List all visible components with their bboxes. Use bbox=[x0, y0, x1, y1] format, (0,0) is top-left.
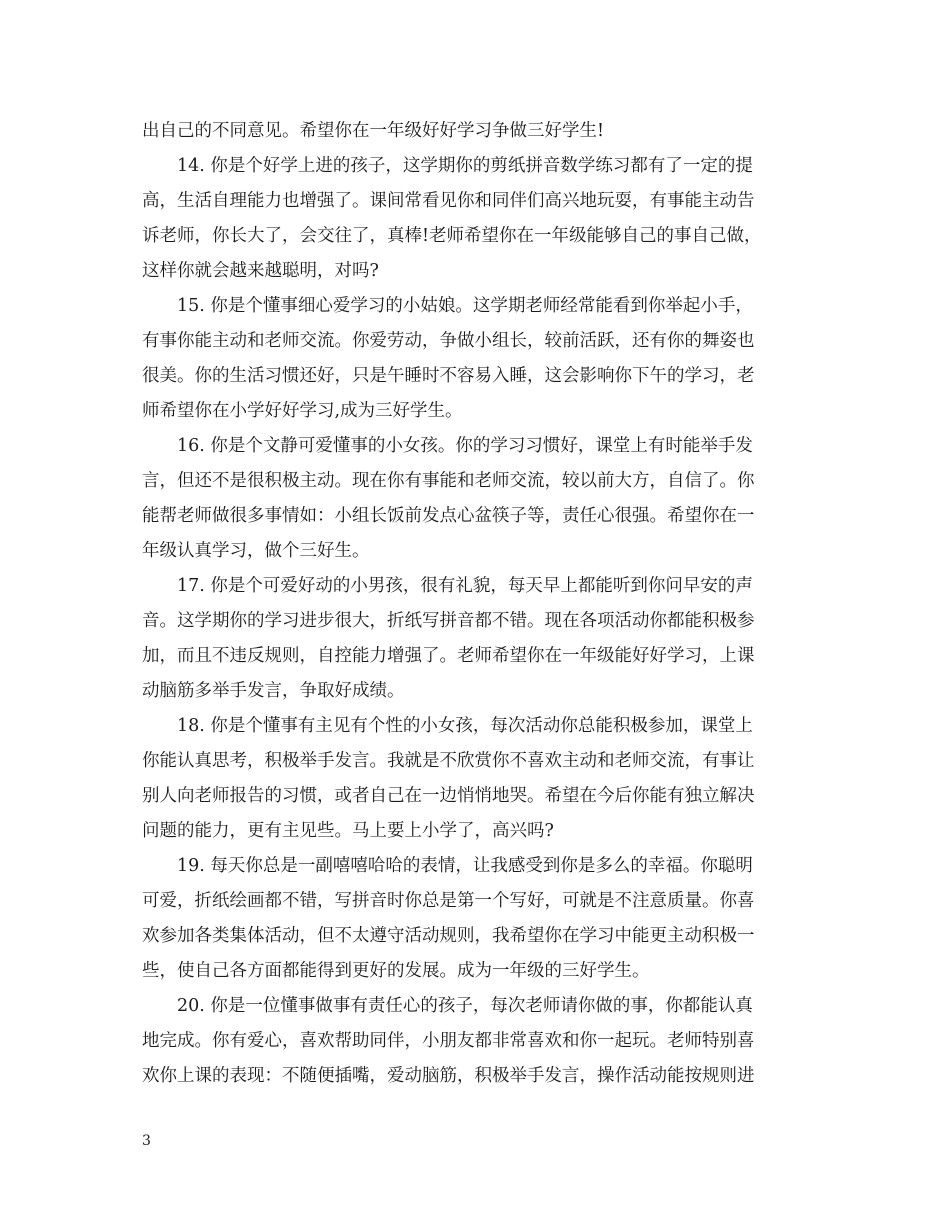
paragraph-19-line: 19. 每天你总是一副嘻嘻哈哈的表情，让我感受到你是多么的幸福。你聪明 bbox=[177, 856, 753, 876]
document-body bbox=[142, 114, 818, 1094]
text-line: 你能认真思考，积极举手发言。我就是不欣赏你不喜欢主动和老师交流，有事让 bbox=[142, 751, 755, 771]
text-line: 这样你就会越来越聪明，对吗? bbox=[142, 261, 379, 281]
text-line: 出自己的不同意见。希望你在一年级好好学习争做三好学生! bbox=[142, 121, 605, 141]
text-line: 能帮老师做很多事情如：小组长饭前发点心盆筷子等，责任心很强。希望你在一 bbox=[142, 506, 755, 526]
text-line: 动脑筋多举手发言，争取好成绩。 bbox=[142, 681, 405, 701]
page-number: 3 bbox=[142, 1133, 151, 1149]
paragraph-20-line: 20. 你是一位懂事做事有责任心的孩子，每次老师请你做的事，你都能认真 bbox=[177, 996, 753, 1016]
text-line: 年级认真学习，做个三好生。 bbox=[142, 541, 370, 561]
text-line: 音。这学期你的学习进步很大，折纸写拼音都不错。现在各项活动你都能积极参 bbox=[142, 611, 755, 631]
text-line: 可爱，折纸绘画都不错，写拼音时你总是第一个写好，可就是不注意质量。你喜 bbox=[142, 891, 755, 911]
text-line: 别人向老师报告的习惯，或者自己在一边悄悄地哭。希望在今后你能有独立解决 bbox=[142, 786, 755, 806]
text-line: 欢你上课的表现：不随便插嘴，爱动脑筋，积极举手发言，操作活动能按规则进 bbox=[142, 1066, 755, 1086]
paragraph-17-line: 17. 你是个可爱好动的小男孩，很有礼貌，每天早上都能听到你问早安的声 bbox=[177, 576, 753, 596]
text-line: 地完成。你有爱心，喜欢帮助同伴，小朋友都非常喜欢和你一起玩。老师特别喜 bbox=[142, 1031, 755, 1051]
text-line: 些，使自己各方面都能得到更好的发展。成为一年级的三好学生。 bbox=[142, 961, 650, 981]
paragraph-18-line: 18. 你是个懂事有主见有个性的小女孩，每次活动你总能积极参加，课堂上 bbox=[177, 716, 753, 736]
paragraph-14-line: 14. 你是个好学上进的孩子，这学期你的剪纸拼音数学练习都有了一定的提 bbox=[177, 156, 753, 176]
paragraph-15-line: 15. 你是个懂事细心爱学习的小姑娘。这学期老师经常能看到你举起小手， bbox=[177, 296, 753, 316]
text-line: 师希望你在小学好好学习,成为三好学生。 bbox=[142, 401, 463, 421]
text-line: 很美。你的生活习惯还好，只是午睡时不容易入睡，这会影响你下午的学习，老 bbox=[142, 366, 755, 386]
text-line: 加，而且不违反规则，自控能力增强了。老师希望你在一年级能好好学习，上课 bbox=[142, 646, 755, 666]
text-line: 欢参加各类集体活动，但不太遵守活动规则，我希望你在学习中能更主动积极一 bbox=[142, 926, 755, 946]
text-line: 问题的能力，更有主见些。马上要上小学了，高兴吗? bbox=[142, 821, 554, 841]
text-line: 有事你能主动和老师交流。你爱劳动，争做小组长，较前活跃，还有你的舞姿也 bbox=[142, 331, 755, 351]
text-line: 高，生活自理能力也增强了。课间常看见你和同伴们高兴地玩耍，有事能主动告 bbox=[142, 191, 755, 211]
text-line: 言，但还不是很积极主动。现在你有事能和老师交流，较以前大方，自信了。你 bbox=[142, 471, 755, 491]
paragraph-16-line: 16. 你是个文静可爱懂事的小女孩。你的学习习惯好，课堂上有时能举手发 bbox=[177, 436, 753, 456]
text-line: 诉老师，你长大了，会交往了，真棒!老师希望你在一年级能够自己的事自己做， bbox=[142, 226, 762, 246]
